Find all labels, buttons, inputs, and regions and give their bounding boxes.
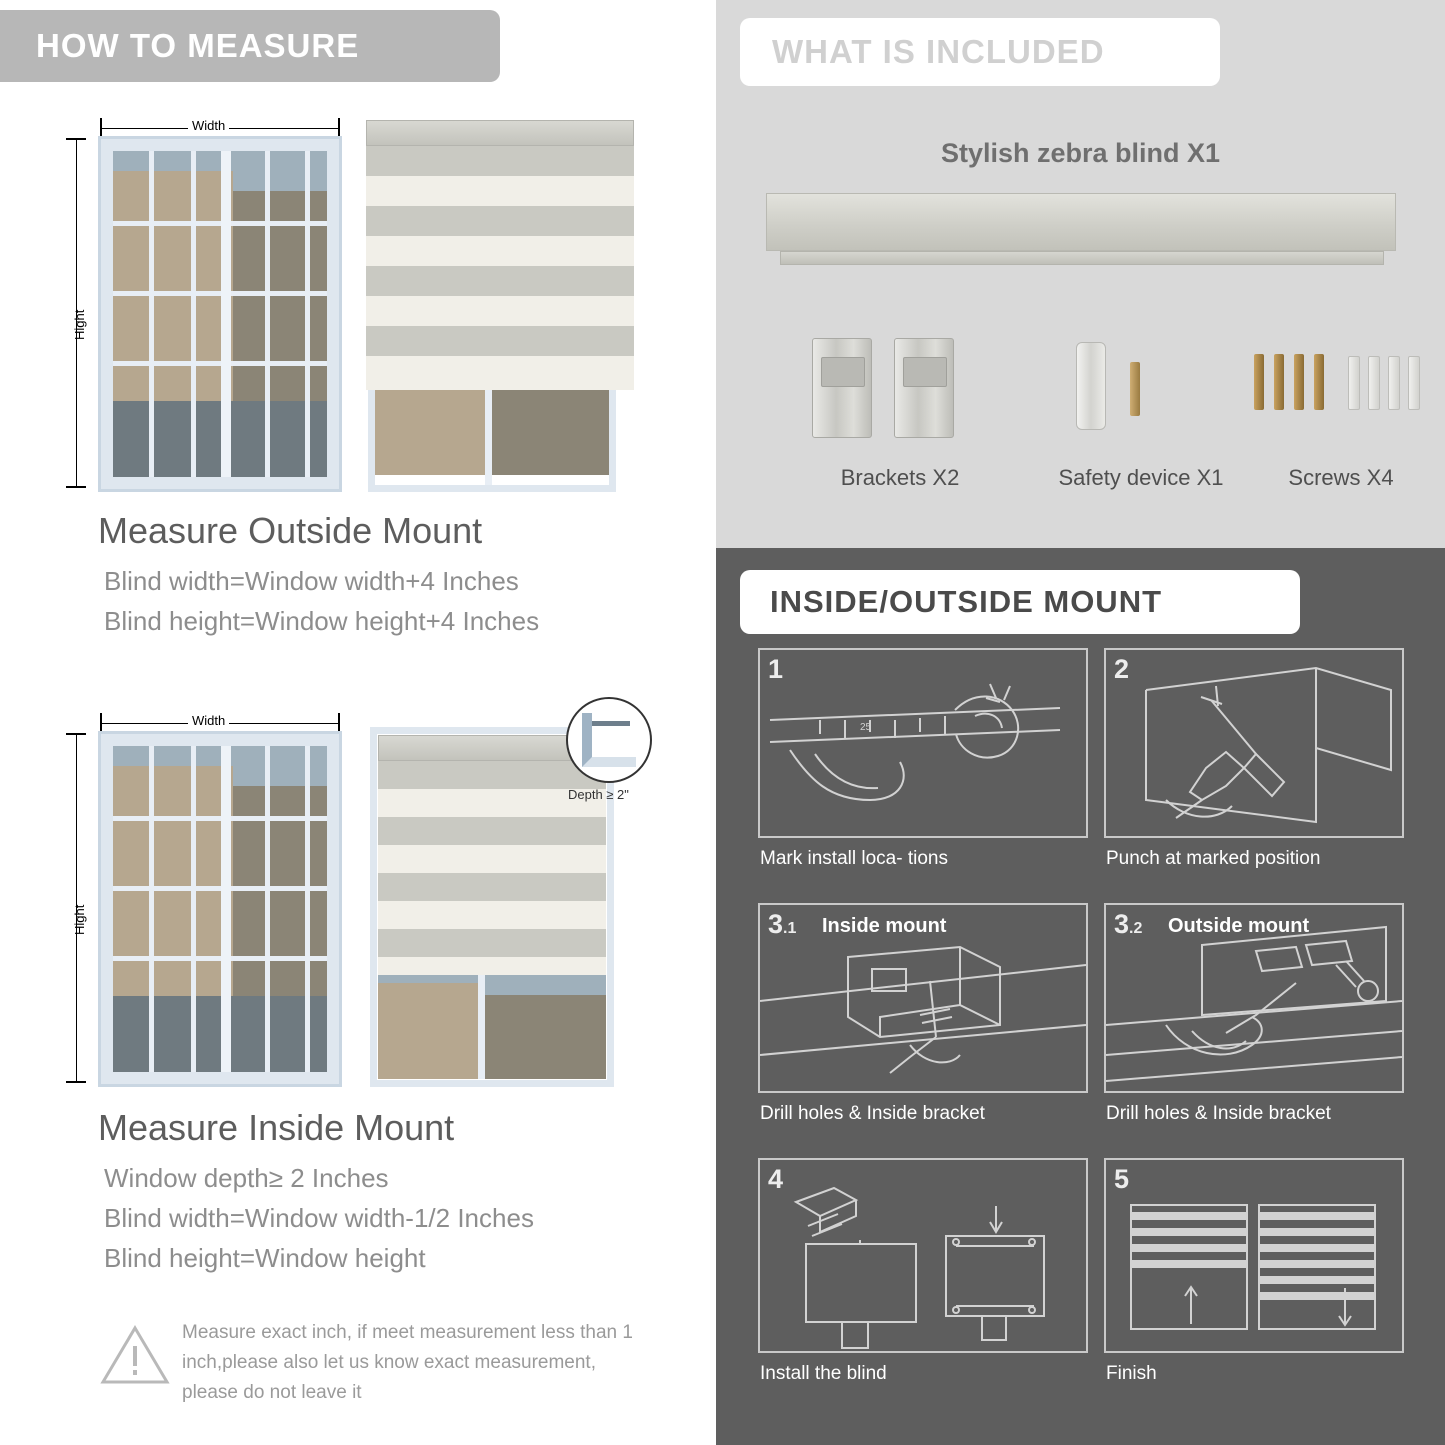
step-3-2-mode-label: Outside mount — [1168, 915, 1310, 937]
outside-height-label: Hight — [72, 309, 87, 340]
part-safety-device — [1016, 330, 1266, 500]
how-to-measure-banner: HOW TO MEASURE — [0, 10, 500, 82]
step-3-1-mode-label: Inside mount — [822, 915, 947, 937]
step-4-illustration — [758, 1158, 1088, 1384]
screw-icon — [1294, 354, 1304, 410]
main-item-label: Stylish zebra blind X1 — [940, 138, 1221, 168]
step-3-2-illustration — [1104, 903, 1404, 1124]
bracket-icon — [812, 338, 872, 438]
inside-mount-line-2: Blind width=Window width-1/2 Inches — [104, 1203, 534, 1233]
what-is-included-banner: WHAT IS INCLUDED — [740, 18, 1220, 86]
part-brackets — [790, 330, 1010, 500]
step-5-illustration — [1104, 1158, 1404, 1384]
step-3-1-caption: Drill holes & Inside bracket — [760, 1103, 985, 1124]
outside-mount-line-1: Blind width=Window width+4 Inches — [104, 566, 519, 596]
step-3-2-number: 3.2 — [1114, 909, 1143, 939]
step-2-sketch — [1106, 650, 1402, 836]
depth-detail-callout — [566, 697, 652, 783]
inside-mount-line-1: Window depth≥ 2 Inches — [104, 1163, 389, 1193]
inside-height-label: Hight — [72, 904, 87, 935]
inside-outside-mount-banner: INSIDE/OUTSIDE MOUNT — [740, 570, 1300, 634]
part-label-brackets: Brackets X2 — [840, 465, 960, 490]
how-to-measure-panel — [0, 0, 712, 1445]
blind-headrail — [366, 120, 634, 146]
window-glass — [113, 151, 327, 477]
arrow-up-icon — [1182, 1284, 1200, 1326]
what-is-included-panel — [716, 0, 1445, 548]
safety-device-icon — [1076, 342, 1106, 430]
dim-tick — [338, 118, 340, 138]
wall-anchor-icon — [1388, 356, 1400, 410]
step-3-2-caption: Drill holes & Inside bracket — [1106, 1103, 1331, 1124]
window-illustration-outside — [98, 136, 342, 492]
screw-icon — [1254, 354, 1264, 410]
outside-width-label: Width — [188, 118, 229, 133]
finished-blind-right — [1258, 1204, 1376, 1330]
part-screws — [1236, 330, 1445, 500]
screw-icon — [1314, 354, 1324, 410]
window-illustration-inside — [98, 731, 342, 1087]
screw-icon — [1274, 354, 1284, 410]
step-5-number: 5 — [1114, 1164, 1130, 1194]
warning-triangle-icon — [100, 1324, 170, 1386]
inside-mount-line-3: Blind height=Window height — [104, 1243, 426, 1273]
included-parts-row — [716, 330, 1445, 500]
step-2-illustration — [1104, 648, 1404, 869]
screw-icon — [1130, 362, 1140, 416]
wall-anchor-icon — [1368, 356, 1380, 410]
step-5-caption: Finish — [1106, 1363, 1157, 1384]
measurement-warning-text: Measure exact inch, if meet measurement less than 1 inch,please also let us know exact measurement, please do not leave it — [182, 1322, 633, 1403]
outside-mount-heading: Measure Outside Mount — [98, 510, 483, 551]
step-4-number: 4 — [768, 1164, 784, 1194]
zebra-blind-headrail-illustration — [766, 193, 1396, 265]
wall-anchor-icon — [1408, 356, 1420, 410]
wall-anchor-icon — [1348, 356, 1360, 410]
bracket-icon — [894, 338, 954, 438]
step-1-illustration — [758, 648, 1088, 869]
inside-mount-heading: Measure Inside Mount — [98, 1107, 455, 1148]
zebra-blind-outside — [366, 120, 634, 390]
window-glass — [113, 746, 327, 1072]
step-1-sketch — [760, 650, 1086, 836]
outside-mount-line-2: Blind height=Window height+4 Inches — [104, 606, 540, 636]
step-4-sketch — [760, 1160, 1086, 1350]
depth-label: Depth ≥ 2" — [568, 787, 629, 802]
step-1-number: 1 — [768, 654, 784, 684]
inside-width-label: Width — [188, 713, 229, 728]
part-label-safety: Safety device X1 — [1058, 465, 1224, 490]
arrow-down-icon — [1336, 1286, 1354, 1328]
blind-inside-glass — [378, 975, 606, 1079]
dim-tick — [66, 138, 86, 140]
step-4-caption: Install the blind — [760, 1363, 887, 1384]
dim-tick — [66, 486, 86, 488]
part-label-screws: Screws X4 — [1288, 465, 1394, 490]
dim-tick — [100, 118, 102, 138]
step-3-1-illustration — [758, 903, 1088, 1124]
svg-text:25: 25 — [860, 722, 872, 733]
zebra-blind-inside — [378, 735, 606, 975]
step-2-number: 2 — [1114, 654, 1130, 684]
step-1-caption: Mark install loca- tions — [760, 848, 948, 869]
step-3-1-number: 3.1 — [768, 909, 797, 939]
inside-outside-mount-panel — [716, 548, 1445, 1445]
finished-blind-left — [1130, 1204, 1248, 1330]
step-2-caption: Punch at marked position — [1106, 848, 1321, 869]
